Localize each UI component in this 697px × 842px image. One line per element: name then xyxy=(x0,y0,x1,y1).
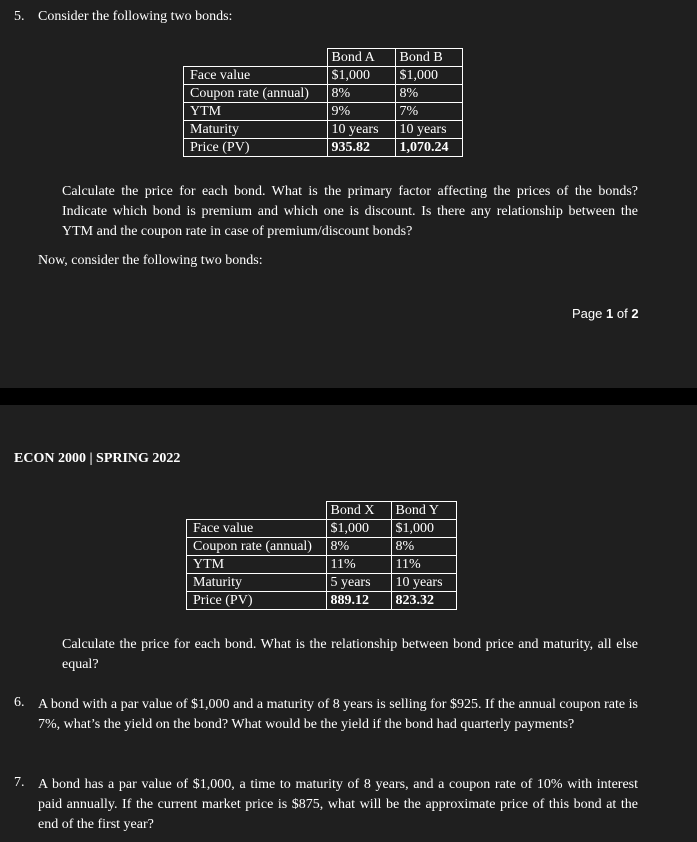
table-row xyxy=(184,139,463,157)
page-total: 2 xyxy=(631,306,639,321)
cell-bond-b: 1,070.24 xyxy=(395,139,462,157)
bonds-ab-table xyxy=(183,48,463,157)
table-row xyxy=(187,538,457,556)
cell-bond-b: $1,000 xyxy=(395,67,462,85)
cell-bond-x: 889.12 xyxy=(326,592,391,610)
page-separator xyxy=(0,388,697,405)
row-label: Coupon rate (annual) xyxy=(184,85,328,103)
cell-bond-a: 8% xyxy=(327,85,395,103)
row-label: YTM xyxy=(184,103,328,121)
table-row xyxy=(187,556,457,574)
cell-bond-y: 11% xyxy=(391,556,456,574)
table-row xyxy=(184,67,463,85)
cell-bond-y: 8% xyxy=(391,538,456,556)
bond-y-header: Bond Y xyxy=(391,502,456,520)
bond-b-header: Bond B xyxy=(395,49,462,67)
question-5-calc-text: Calculate the price for each bond. What is the primary factor affecting the prices of the bonds? Indicate which bond is premium and which one is discount. Is there any relationship between the YTM and the coupon rate in case of premium/discount bonds? xyxy=(62,184,638,239)
row-label: Maturity xyxy=(187,574,327,592)
cell-bond-y: $1,000 xyxy=(391,520,456,538)
question-6-number: 6. xyxy=(14,695,25,710)
row-label: Price (PV) xyxy=(184,139,328,157)
cell-bond-y: 10 years xyxy=(391,574,456,592)
cell-bond-x: 11% xyxy=(326,556,391,574)
row-label: Price (PV) xyxy=(187,592,327,610)
cell-bond-b: 7% xyxy=(395,103,462,121)
cell-bond-a: 10 years xyxy=(327,121,395,139)
bonds-xy-calc-text: Calculate the price for each bond. What is the relationship between bond price and maturity, all else equal? xyxy=(62,637,638,672)
bond-a-header: Bond A xyxy=(327,49,395,67)
row-label: Face value xyxy=(187,520,327,538)
table-row xyxy=(184,103,463,121)
page-current: 1 xyxy=(606,306,614,321)
question-5-now-text: Now, consider the following two bonds: xyxy=(38,253,263,268)
table-row xyxy=(187,520,457,538)
table-row xyxy=(187,592,457,610)
bond-x-header: Bond X xyxy=(326,502,391,520)
table-row xyxy=(184,85,463,103)
table-row xyxy=(184,121,463,139)
question-7-number: 7. xyxy=(14,775,25,790)
page-of: of xyxy=(616,306,628,321)
question-5-intro: Consider the following two bonds: xyxy=(38,9,233,24)
cell-bond-x: $1,000 xyxy=(326,520,391,538)
cell-bond-x: 8% xyxy=(326,538,391,556)
cell-bond-b: 8% xyxy=(395,85,462,103)
question-7-text: A bond has a par value of $1,000, a time to maturity of 8 years, and a coupon rate of 10% with interest paid annually. If the current market price is $875, what will be the approximate price of this bond at the end of the first year? xyxy=(38,777,638,832)
cell-bond-y: 823.32 xyxy=(391,592,456,610)
question-6-text: A bond with a par value of $1,000 and a maturity of 8 years is selling for $925. If the annual coupon rate is 7%, what’s the yield on the bond? What would be the yield if the bond had quarterly payments? xyxy=(38,697,638,732)
cell-bond-a: 935.82 xyxy=(327,139,395,157)
bonds-xy-table xyxy=(186,501,457,610)
row-label: Coupon rate (annual) xyxy=(187,538,327,556)
page-header: ECON 2000 | SPRING 2022 xyxy=(14,451,181,466)
row-label: Face value xyxy=(184,67,328,85)
cell-bond-x: 5 years xyxy=(326,574,391,592)
row-label: YTM xyxy=(187,556,327,574)
cell-bond-a: $1,000 xyxy=(327,67,395,85)
cell-bond-a: 9% xyxy=(327,103,395,121)
cell-bond-b: 10 years xyxy=(395,121,462,139)
page-indicator xyxy=(572,306,639,321)
page-label: Page xyxy=(572,306,603,321)
table-row xyxy=(187,574,457,592)
row-label: Maturity xyxy=(184,121,328,139)
question-5-number: 5. xyxy=(14,9,25,24)
